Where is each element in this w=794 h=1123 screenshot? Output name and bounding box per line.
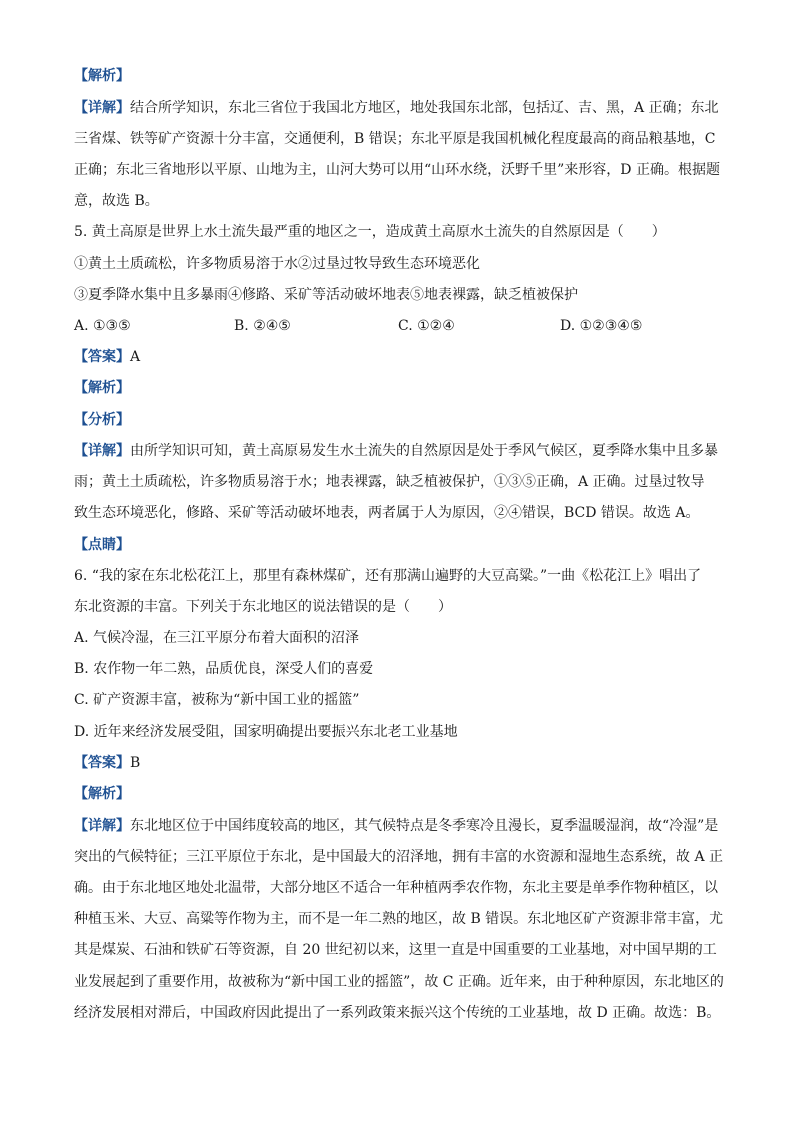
q5-analysis-heading — [74, 378, 734, 398]
answer-tag: 【答案】 — [74, 349, 130, 365]
q5-answer — [74, 347, 734, 367]
answer-value: A — [130, 349, 141, 365]
q6-answer — [74, 753, 734, 773]
q6-option-b: B. 农作物一年二熟，品质优良，深受人们的喜爱 — [74, 661, 374, 677]
q4-detail-line-3: 正确；东北三省地形以平原、山地为主，山河大势可以用“山环水绕，沃野千里”来形容，D 正确。根据题 — [74, 162, 720, 178]
detail-tag: 【详解】 — [74, 818, 130, 834]
q6-option-a: A. 气候冷湿，在三江平原分布着大面积的沼泽 — [74, 630, 360, 646]
q6-option-c: C. 矿产资源丰富，被称为“新中国工业的摇篮” — [74, 692, 360, 708]
analysis-tag: 【解析】 — [74, 380, 130, 396]
q5-condition-line-1: ①黄土土质疏松，许多物质易溶于水②过垦过牧导致生态环境恶化 — [74, 256, 480, 272]
q5-options — [74, 316, 734, 336]
q4-analysis-heading — [74, 66, 734, 86]
q5-detail-line-3: 致生态环境恶化，修路、采矿等活动破坏地表，两者属于人为原因，②④错误，BCD 错误。故选 A。 — [74, 505, 700, 521]
answer-tag: 【答案】 — [74, 755, 130, 771]
detail-tag: 【详解】 — [74, 100, 130, 116]
q6-option-d: D. 近年来经济发展受阻，国家明确提出要振兴东北老工业基地 — [74, 724, 458, 740]
q6-analysis-heading — [74, 784, 734, 804]
q5-dianjing-heading — [74, 535, 734, 555]
q5-option-d: D. ①②③④⑤ — [560, 318, 643, 334]
detail-text: 由所学知识可知，黄土高原易发生水土流失的自然原因是处于季风气候区，夏季降水集中且多暴 — [130, 443, 718, 459]
q6-stem-line-1: 6. “我的家在东北松花江上，那里有森林煤矿，还有那满山遍野的大豆高粱。”一曲《松花江上》唱出了 — [74, 568, 702, 584]
analysis-tag: 【解析】 — [74, 786, 130, 802]
q4-detail-line-2: 三省煤、铁等矿产资源十分丰富，交通便利，B 错误；东北平原是我国机械化程度最高的商品粮基地，C — [74, 131, 716, 147]
q6-detail-line-1 — [74, 816, 734, 836]
q4-detail-line-1 — [74, 98, 734, 118]
q6-detail-line-6: 业发展起到了重要作用，故被称为“新中国工业的摇篮”，故 C 正确。近年来，由于种种原因，东北地区的 — [74, 974, 724, 990]
q6-detail-line-5: 其是煤炭、石油和铁矿石等资源，自 20 世纪初以来，这里一直是中国重要的工业基地，对中国早期的工 — [74, 942, 717, 958]
q6-detail-line-2: 突出的气候特征；三江平原位于东北，是中国最大的沼泽地，拥有丰富的水资源和湿地生态系统，故 A 正 — [74, 849, 724, 865]
q5-detail-line-1 — [74, 441, 734, 461]
q5-option-b: B. ②④⑤ — [234, 318, 291, 334]
detail-tag: 【详解】 — [74, 443, 130, 459]
detail-text: 东北地区位于中国纬度较高的地区，其气候特点是冬季寒冷且漫长，夏季温暖湿润，故“冷湿”是 — [130, 818, 719, 834]
q6-detail-line-3: 确。由于东北地区地处北温带，大部分地区不适合一年种植两季农作物，东北主要是单季作物种植区，以 — [74, 880, 718, 896]
q5-detail-line-2: 雨；黄土土质疏松，许多物质易溶于水；地表裸露，缺乏植被保护，①③⑤正确，A 正确。过垦过牧导 — [74, 474, 705, 490]
q6-detail-line-4: 种植玉米、大豆、高粱等作物为主，而不是一年二熟的地区，故 B 错误。东北地区矿产资源非常丰富，尤 — [74, 911, 724, 927]
q5-stem: 5. 黄土高原是世界上水土流失最严重的地区之一，造成黄土高原水土流失的自然原因是（ ） — [74, 224, 666, 240]
q5-fenxi-heading — [74, 410, 734, 430]
q5-option-a: A. ①③⑤ — [74, 318, 131, 334]
q6-detail-line-7: 经济发展相对滞后，中国政府因此提出了一系列政策来振兴这个传统的工业基地，故 D 正确。故选：B。 — [74, 1005, 721, 1021]
fenxi-tag: 【分析】 — [74, 412, 130, 428]
answer-value: B — [130, 755, 141, 771]
q5-option-c: C. ①②④ — [398, 318, 455, 334]
q4-detail-line-4: 意，故选 B。 — [74, 193, 159, 209]
detail-text: 结合所学知识，东北三省位于我国北方地区，地处我国东北部，包括辽、吉、黑，A 正确；东北 — [130, 100, 719, 116]
q5-condition-line-2: ③夏季降水集中且多暴雨④修路、采矿等活动破坏地表⑤地表裸露，缺乏植被保护 — [74, 287, 578, 303]
dianjing-tag: 【点睛】 — [74, 537, 130, 553]
analysis-tag: 【解析】 — [74, 68, 130, 84]
q6-stem-line-2: 东北资源的丰富。下列关于东北地区的说法错误的是（ ） — [74, 599, 452, 615]
